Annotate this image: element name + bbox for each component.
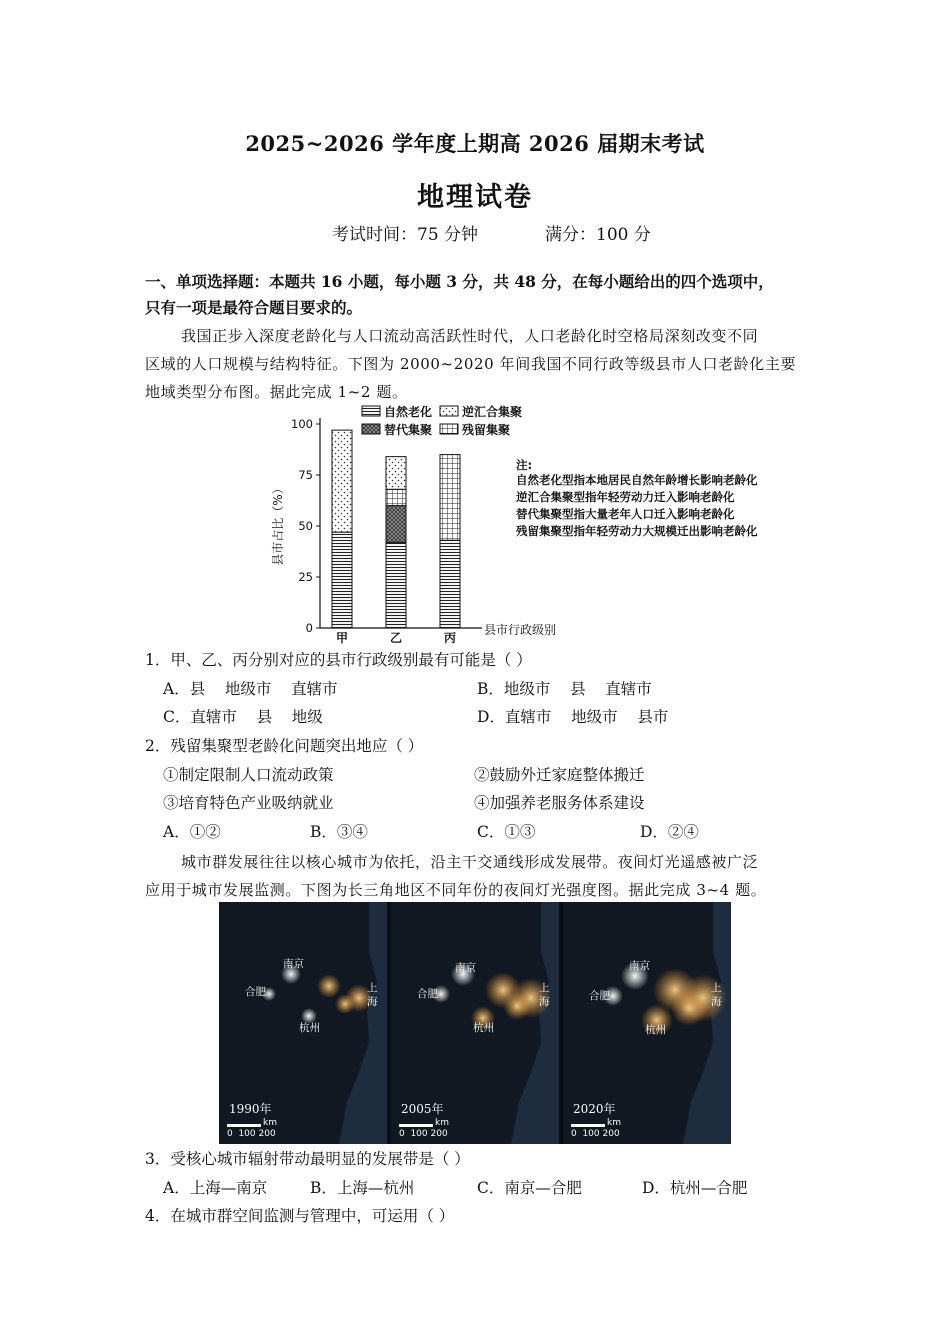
q2-option-c[interactable]: C．①③ <box>477 823 536 841</box>
q2-option-a[interactable]: A．①② <box>163 823 221 841</box>
label-shanghai-1: 上 <box>711 982 722 994</box>
chart-note-line: 残留集聚型指年轻劳动力大规模迁出影响老龄化 <box>516 524 758 538</box>
chart-note <box>516 458 758 538</box>
aging-type-chart <box>262 398 822 644</box>
chart-x-tick-label: 甲 <box>335 631 349 644</box>
label-hangzhou: 杭州 <box>645 1024 666 1036</box>
q1-option-a[interactable]: A．县 地级市 直辖市 <box>163 680 338 698</box>
intro1-line3: 地域类型分布图。据此完成 1~2 题。 <box>145 383 408 401</box>
map-panel-2020 <box>563 902 731 1144</box>
scale-ticks: 0 100 200 <box>227 1129 276 1139</box>
year-label-2020: 2020年 <box>573 1102 616 1116</box>
chart-x-axis-label: 县市行政级别 <box>484 623 557 637</box>
section-heading-line1: 一、单项选择题：本题共 16 小题，每小题 3 分，共 48 分，在每小题给出的四个选项中， <box>145 272 774 291</box>
label-nanjing: 南京 <box>629 960 650 972</box>
chart-bar-segment <box>440 540 460 628</box>
chart-bar-segment <box>386 457 406 490</box>
label-nanjing: 南京 <box>455 962 476 974</box>
year-label-2005: 2005年 <box>401 1102 444 1116</box>
chart-note-line: 自然老化型指本地居民自然年龄增长影响老龄化 <box>516 473 758 487</box>
label-shanghai-2: 海 <box>539 996 550 1008</box>
label-nanjing: 南京 <box>283 958 304 970</box>
chart-bar-segment <box>386 489 406 505</box>
chart-y-tick-label: 100 <box>291 417 313 431</box>
exam-time: 考试时间：75 分钟 <box>332 225 479 245</box>
chart-bar-segment <box>386 542 406 628</box>
q1-option-d[interactable]: D．直辖市 地级市 县市 <box>477 708 669 726</box>
q4-stem: 4．在城市群空间监测与管理中，可运用（ ） <box>145 1207 455 1225</box>
legend-label: 自然老化 <box>384 405 433 419</box>
chart-x-tick-label: 丙 <box>443 631 457 644</box>
chart-y-tick-label: 75 <box>298 468 313 482</box>
q2-statement-2: ②鼓励外迁家庭整体搬迁 <box>474 766 645 784</box>
legend-swatch <box>440 406 458 416</box>
scale-ticks: 0 100 200 <box>571 1129 620 1139</box>
label-hefei: 合肥 <box>417 988 438 1000</box>
q3-stem: 3．受核心城市辐射带动最明显的发展带是（ ） <box>145 1150 470 1168</box>
year-label-1990: 1990年 <box>229 1102 272 1116</box>
q3-option-a[interactable]: A．上海—南京 <box>163 1179 268 1197</box>
subject-title: 地理试卷 <box>417 182 533 213</box>
chart-bar-segment <box>332 430 352 532</box>
full-score: 满分：100 分 <box>545 225 651 245</box>
intro2-line1: 城市群发展往往以核心城市为依托，沿主干交通线形成发展带。夜间灯光遥感被广泛 <box>181 853 759 871</box>
q2-statement-3: ③培育特色产业吸纳就业 <box>163 794 334 812</box>
legend-label: 替代集聚 <box>384 423 433 437</box>
chart-bar-segment <box>440 455 460 541</box>
chart-y-axis-label: 县市占比（%） <box>271 482 285 566</box>
scale-unit: km <box>607 1118 621 1128</box>
scale-bar <box>227 1124 261 1127</box>
q2-statement-1: ①制定限制人口流动政策 <box>163 766 334 784</box>
q1-stem: 1．甲、乙、丙分别对应的县市行政级别最有可能是（ ） <box>145 651 532 669</box>
label-shanghai-1: 上 <box>367 982 378 994</box>
label-shanghai-2: 海 <box>711 996 722 1008</box>
scale-unit: km <box>263 1118 277 1128</box>
label-hefei: 合肥 <box>245 986 266 998</box>
scale-unit: km <box>435 1118 449 1128</box>
label-hangzhou: 杭州 <box>299 1022 320 1034</box>
night-light-maps <box>219 902 731 1144</box>
chart-y-tick-label: 25 <box>298 570 313 584</box>
q2-option-d[interactable]: D．②④ <box>640 823 699 841</box>
label-hangzhou: 杭州 <box>473 1022 494 1034</box>
label-shanghai-1: 上 <box>539 982 550 994</box>
legend-label: 残留集聚 <box>462 423 511 437</box>
q2-statement-4: ④加强养老服务体系建设 <box>474 794 645 812</box>
chart-bars <box>332 430 460 644</box>
scale-bar <box>399 1124 433 1127</box>
q1-option-b[interactable]: B．地级市 县 直辖市 <box>477 680 652 698</box>
q3-option-d[interactable]: D．杭州—合肥 <box>642 1179 748 1197</box>
chart-note-title: 注: <box>516 458 533 472</box>
q2-option-b[interactable]: B．③④ <box>310 823 368 841</box>
legend-label: 逆汇合集聚 <box>462 405 523 419</box>
section-heading-line2: 只有一项是最符合题目要求的。 <box>145 298 363 317</box>
chart-bar-segment <box>332 532 352 628</box>
intro2-line2: 应用于城市发展监测。下图为长三角地区不同年份的夜间灯光强度图。据此完成 3~4 题。 <box>145 881 767 899</box>
chart-legend <box>362 404 522 437</box>
label-shanghai-2: 海 <box>367 996 378 1008</box>
legend-swatch <box>362 406 380 416</box>
chart-bar-segment <box>386 506 406 543</box>
label-hefei: 合肥 <box>589 990 610 1002</box>
intro1-line1: 我国正步入深度老龄化与人口流动高活跃性时代，人口老龄化时空格局深刻改变不同 <box>181 327 759 345</box>
chart-x-tick-label: 乙 <box>389 631 403 644</box>
map-panel-2005 <box>391 902 559 1144</box>
intro1-line2: 区域的人口规模与结构特征。下图为 2000~2020 年间我国不同行政等级县市人口老龄化主要 <box>145 355 797 373</box>
scale-bar <box>571 1124 605 1127</box>
q2-stem: 2．残留集聚型老龄化问题突出地应（ ） <box>145 737 424 755</box>
chart-note-line: 逆汇合集聚型指年轻劳动力迁入影响老龄化 <box>516 490 735 504</box>
chart-y-tick-label: 50 <box>298 519 313 533</box>
chart-y-tick-label: 0 <box>305 621 313 635</box>
chart-note-line: 替代集聚型指大量老年人口迁入影响老龄化 <box>516 507 735 521</box>
q3-option-c[interactable]: C．南京—合肥 <box>477 1179 582 1197</box>
q1-option-c[interactable]: C．直辖市 县 地级 <box>163 708 323 726</box>
legend-swatch <box>362 424 380 434</box>
exam-title: 2025~2026 学年度上期高 2026 届期末考试 <box>245 131 705 156</box>
q3-option-b[interactable]: B．上海—杭州 <box>310 1179 415 1197</box>
scale-ticks: 0 100 200 <box>399 1129 448 1139</box>
legend-swatch <box>440 424 458 434</box>
map-panel-1990 <box>219 902 387 1144</box>
